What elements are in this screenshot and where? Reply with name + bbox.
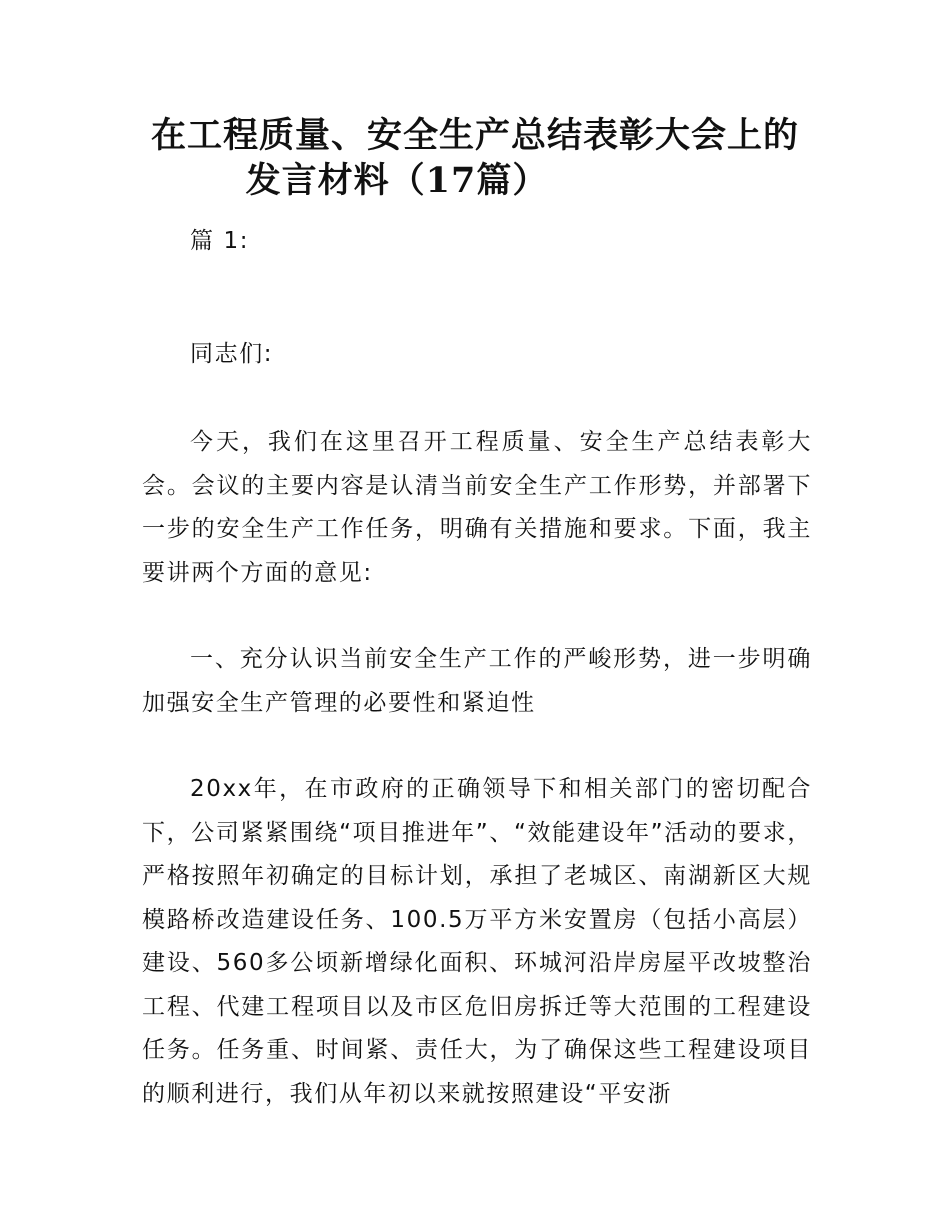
salutation: 同志们: xyxy=(190,341,274,367)
document-title-line-1: 在工程质量、安全生产总结表彰大会上的 xyxy=(150,115,799,156)
paragraph-opening: 今天，我们在这里召开工程质量、安全生产总结表彰大会。会议的主要内容是认清当前安全生产工作形势，并部署下一步的安全生产工作任务，明确有关措施和要求。下面，我主要讲两个方面的意见: xyxy=(142,429,812,586)
paragraph-body: 20xx年，在市政府的正确领导下和相关部门的密切配合下，公司紧紧围绕“项目推进年”、“效能建设年”活动的要求，严格按照年初确定的目标计划，承担了老城区、南湖新区大规模路桥改造建设任务、100.5万平方米安置房（包括小高层）建设、560多公顷新增绿化面积、环城河沿岸房屋平改坡整治工程、代建工程项目以及市区危旧房拆迁等大范围的工程建设任务。任务重、时间紧、责任大，为了确保这些工程建设项目的顺利进行，我们从年初以来就按照建设“平安浙 xyxy=(142,776,812,1107)
paragraph-heading-one: 一、充分认识当前安全生产工作的严峻形势，进一步明确加强安全生产管理的必要性和紧迫性 xyxy=(142,646,812,716)
document-title-line-2: 发言材料（17篇） xyxy=(245,160,549,201)
section-label: 篇 1: xyxy=(190,228,250,254)
